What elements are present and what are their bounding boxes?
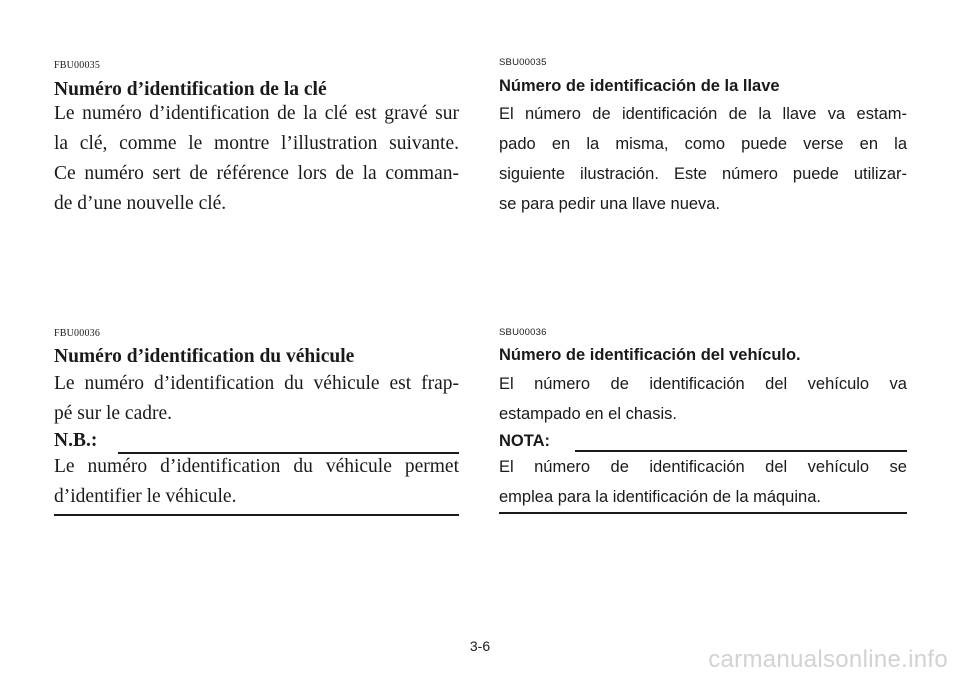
watermark-text: carmanualsonline.info [708,646,948,673]
text-line: emplea para la identificación de la máquina. [499,488,821,506]
text-line: Le numéro d’identification du véhicule est frap- [54,373,459,394]
text-line: pé sur le cadre. [54,403,173,424]
heading-key-id-fr: Numéro d’identification de la clé [54,79,327,100]
heading-vehicle-id-fr: Numéro d’identification du véhicule [54,346,355,367]
text-line: Le numéro d’identification de la clé est gravé sur [54,103,459,124]
note-text-es [499,452,907,512]
text-line: siguiente ilustración. Este número puede utilizar- [499,165,907,183]
section-code-key-es: SBU00035 [499,57,547,68]
text-line: Ce numéro sert de référence lors de la comman- [54,163,459,184]
note-label-es: NOTA: [499,432,551,450]
text-line: se para pedir una llave nueva. [499,195,721,213]
paragraph-key-id-es [499,99,907,219]
text-line: estampado en el chasis. [499,405,677,423]
text-line: de d’une nouvelle clé. [54,193,227,214]
paragraph-key-id-fr [54,99,459,219]
note-end-divider [499,512,907,514]
text-line: El número de identificación de la llave va estam- [499,105,907,123]
section-code-vehicle-fr: FBU00036 [54,328,101,339]
heading-vehicle-id-es: Número de identificación del vehículo. [499,346,801,364]
paragraph-vehicle-id-es [499,369,907,429]
section-code-key-fr: FBU00035 [54,60,101,71]
note-text-fr [54,452,459,512]
section-code-vehicle-es: SBU00036 [499,327,547,338]
page-number: 3-6 [469,638,491,654]
text-line: El número de identificación del vehículo va [499,375,907,393]
text-line: d’identifier le véhicule. [54,486,237,507]
note-end-divider [54,514,459,516]
note-label-fr: N.B.: [54,430,98,451]
heading-key-id-es: Número de identificación de la llave [499,77,780,95]
text-line: El número de identificación del vehículo se [499,458,907,476]
paragraph-vehicle-id-fr [54,369,459,429]
text-line: la clé, comme le montre l’illustration suivante. [54,133,459,154]
text-line: pado en la misma, como puede verse en la [499,135,907,153]
text-line: Le numéro d’identification du véhicule permet [54,456,459,477]
